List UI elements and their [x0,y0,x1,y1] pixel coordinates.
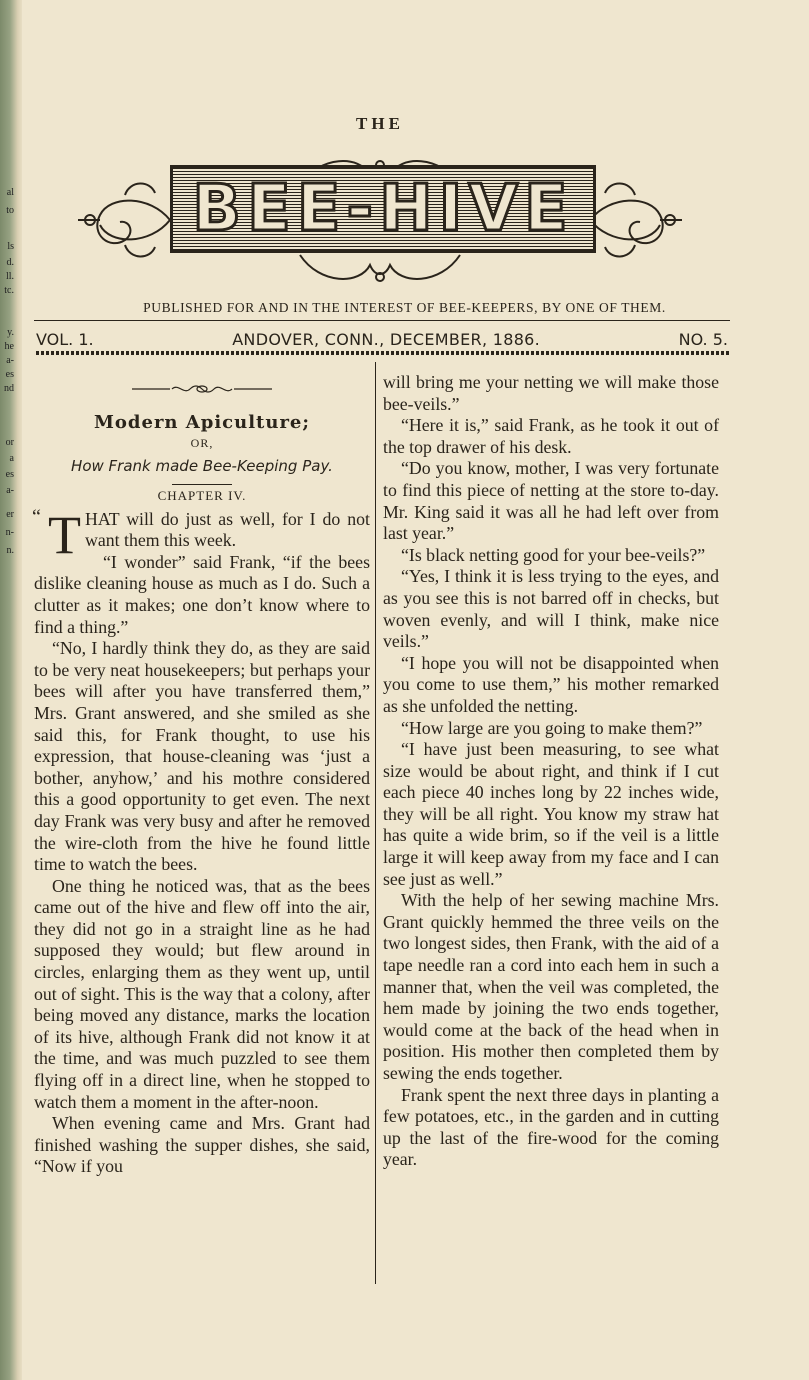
chapter-heading: CHAPTER IV. [157,487,247,503]
place-and-date: ANDOVER, CONN., DECEMBER, 1886. [232,329,541,349]
article-paragraph: With the help of her sewing machine Mrs. Grant quickly hemmed the three veils on the two longest sides, then Frank, with the aid of a tape needle ran a cord into each hem in such a manner that, when the veil was completed, the hem made by joining the two ends together, would come at the back of the head when in position. His mother then completed them by sewing the ends together. [383,890,719,1083]
binding-fragment: n. [6,545,14,556]
masthead-title-banner [170,165,596,253]
article-paragraph: “How large are you going to make them?” [401,717,703,738]
article-paragraph: “Do you know, mother, I was very fortunate to find this piece of netting at the store to-day. Mr. King said it was all he had left over from last year.” [383,458,719,544]
ornament-divider-icon [132,382,272,396]
drop-cap: T [48,504,81,565]
binding-fragment: al [6,187,14,198]
article-paragraph: “Is black netting good for your bee-veils?” [401,544,706,565]
binding-fragment: er [6,509,14,520]
article-paragraph: “I have just been measuring, to see what size would be about right, and think if I cut each piece 40 inches long by 22 inches wide, they will be all right. You know my straw hat has quite a wide brim, so if the veil is a little large it will keep away from my face and I can see just as well.” [383,739,719,889]
article-paragraph [32,504,370,565]
publication-title: BEE-HIVE [192,172,574,246]
binding-fragment: or [5,437,14,448]
binding-fragment: a [9,453,14,464]
dateline [36,328,728,350]
masthead-the: THE [356,114,404,133]
binding-fragment: nd [4,383,14,394]
binding-fragment: to [6,205,14,216]
article-paragraph: “I hope you will not be disappointed when you come to use them,” his mother remarked as she unfolded the netting. [383,652,719,716]
column-divider [375,362,376,1284]
paragraph-text: HAT will do just as well, for I do not want them this week. [85,508,370,551]
binding-fragment: n- [5,527,14,538]
article-paragraph: Frank spent the next three days in planting a few potatoes, etc., in the garden and in cutting up the last of the fire-wood for the coming year. [383,1084,719,1170]
article-paragraph: “Here it is,” said Frank, as he took it out of the top drawer of his desk. [383,415,719,457]
article-or: OR, [190,435,214,450]
right-column [383,372,719,1171]
dateline-dashed-rule [36,351,730,355]
binding-fragment: ls [7,241,14,252]
binding-fragment: he [4,341,14,352]
binding-fragment: ll. [5,271,14,282]
binding-fragment: es [5,469,14,480]
binding-fragment: a- [6,485,14,496]
section-ornament [34,382,370,396]
binding-fragment: es [5,369,14,380]
article-paragraph: “I wonder” said Frank, “if the bees dislike cleaning house as much as I do. Such a clutter as it makes; one don’t know where to find a thing.” [34,551,370,637]
volume-number: VOL. 1. [36,329,94,349]
article-paragraph: “Yes, I think it is less trying to the eyes, and as you see this is not barred off in checks, but woven evenly, and will I think, make nice veils.” [383,566,719,652]
article-subtitle: How Frank made Bee-Keeping Pay. [71,456,333,475]
header-rule [34,320,730,321]
binding-fragment: d. [6,257,14,268]
binding-fragment: y. [7,327,14,338]
publication-tagline: PUBLISHED FOR AND IN THE INTEREST OF BEE-KEEPERS, BY ONE OF THEM. [143,300,666,315]
article-paragraph: “No, I hardly think they do, as they are said to be very neat housekeepers; but perhaps your bees will after you have transferred them,” Mrs. Grant answered, and she smiled as she said this, for Frank thought, to use his expression, that house-cleaning was ‘just a bother, anyhow,’ and his mothre considered this a good opportunity to get even. The next day Frank was very busy and after he removed the wire-cloth from the hive he found little time to watch the bees. [34,638,370,875]
left-column [34,382,370,1178]
article-paragraph: One thing he noticed was, that as the bees came out of the hive and flew off into the air, they did not go in a straight line as he had supposed they would; but flew around in circles, enlarging them as they went up, until out of sight. This is the way that a colony, after being moved any distance, marks the location of its hive, although Frank did not know it at the time, and was much puzzled to see them flying off in a direct line, when he stopped to watch them a moment in the after-noon. [34,875,370,1112]
article-series-title: Modern Apiculture; [93,412,311,433]
article-paragraph: will bring me your netting we will make those bee-veils.” [383,372,719,414]
masthead [70,110,690,295]
binding-fragment: tc. [4,285,14,296]
opening-quote-mark: “ [32,505,41,528]
article-paragraph: When evening came and Mrs. Grant had finished washing the supper dishes, she said, “Now if you [34,1113,370,1177]
chapter-rule [172,484,232,485]
issue-number: NO. 5. [678,329,728,349]
binding-fragment: a- [6,355,14,366]
